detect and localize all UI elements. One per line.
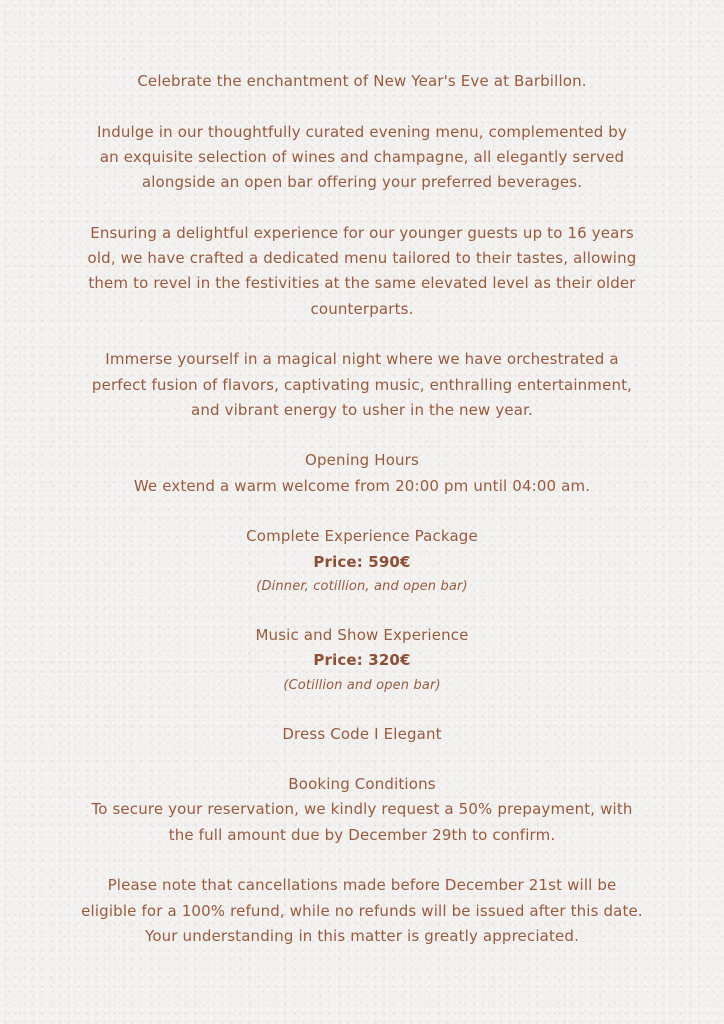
complete-package-price: Price: 590€	[313, 552, 411, 571]
kids-paragraph-line: Ensuring a delightful experience for our younger guests up to 16 years	[90, 223, 634, 242]
kids-paragraph-line: counterparts.	[310, 299, 414, 318]
intro-line: Celebrate the enchantment of New Year's Eve at Barbillon.	[137, 72, 587, 90]
booking-section	[0, 772, 724, 848]
complete-package-section	[0, 524, 724, 599]
opening-hours-text: We extend a warm welcome from 20:00 pm until 04:00 am.	[133, 476, 591, 495]
kids-paragraph-line: old, we have crafted a dedicated menu tailored to their tastes, allowing	[87, 249, 637, 268]
cancellation-section	[0, 873, 724, 949]
music-package-name: Music and Show Experience	[255, 625, 469, 644]
spacer	[0, 599, 724, 623]
booking-line: the full amount due by December 29th to confirm.	[168, 825, 556, 844]
kids-paragraph	[0, 221, 724, 322]
spacer	[0, 747, 724, 772]
dress-code: Dress Code I Elegant	[282, 724, 442, 743]
night-paragraph	[0, 347, 724, 423]
music-package-price: Price: 320€	[313, 651, 411, 670]
menu-paragraph-line: an exquisite selection of wines and champagne, all elegantly served	[99, 147, 625, 166]
cancellation-line: Please note that cancellations made before December 21st will be	[107, 876, 617, 895]
complete-package-note: (Dinner, cotillion, and open bar)	[256, 578, 468, 594]
kids-paragraph-line: them to revel in the festivities at the same elevated level as their older	[88, 274, 636, 293]
night-paragraph-line: Immerse yourself in a magical night where we have orchestrated a	[105, 350, 619, 369]
cancellation-line: eligible for a 100% refund, while no refunds will be issued after this date.	[81, 901, 643, 920]
complete-package-name: Complete Experience Package	[246, 527, 478, 546]
spacer	[0, 698, 724, 722]
opening-hours-heading: Opening Hours	[305, 451, 419, 470]
spacer	[0, 499, 724, 524]
booking-heading: Booking Conditions	[288, 775, 436, 794]
spacer	[0, 195, 724, 220]
spacer	[0, 423, 724, 448]
menu-paragraph	[0, 120, 724, 196]
night-paragraph-line: perfect fusion of flavors, captivating music, enthralling entertainment,	[91, 375, 633, 394]
music-package-section	[0, 623, 724, 698]
opening-hours-section	[0, 448, 724, 499]
booking-line: To secure your reservation, we kindly request a 50% prepayment, with	[91, 800, 633, 819]
spacer	[0, 848, 724, 873]
menu-paragraph-line: Indulge in our thoughtfully curated evening menu, complemented by	[96, 122, 627, 141]
spacer	[0, 94, 724, 119]
menu-paragraph-line: alongside an open bar offering your preferred beverages.	[141, 173, 583, 192]
night-paragraph-line: and vibrant energy to usher in the new year.	[191, 400, 533, 419]
cancellation-line: Your understanding in this matter is greatly appreciated.	[145, 926, 579, 945]
music-package-note: (Cotillion and open bar)	[283, 677, 441, 693]
spacer	[0, 322, 724, 347]
